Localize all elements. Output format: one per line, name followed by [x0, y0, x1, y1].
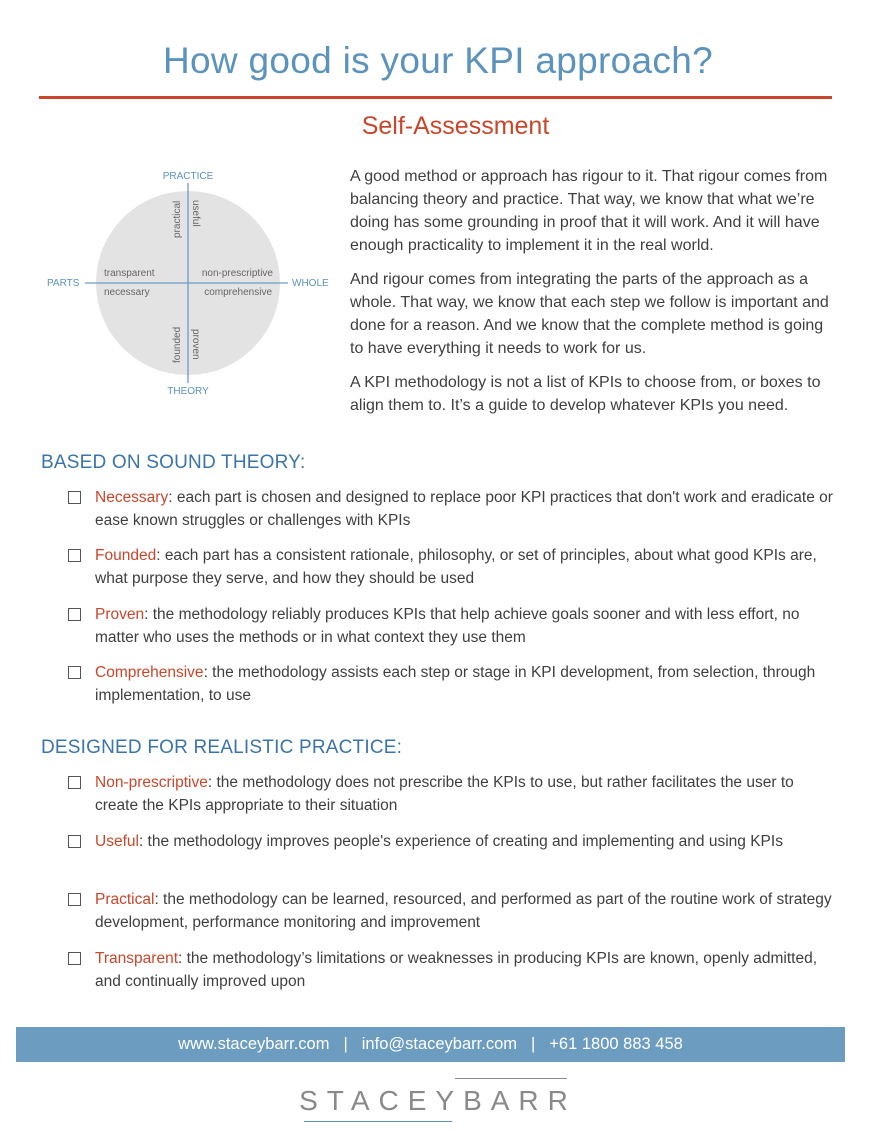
title-divider [39, 96, 832, 99]
rigour-quadrant-diagram [40, 165, 340, 400]
section-heading-practice: DESIGNED FOR REALISTIC PRACTICE: [41, 737, 403, 758]
contact-bar [16, 1027, 845, 1062]
axis-label-practice: PRACTICE [162, 171, 214, 182]
axis-label-theory: THEORY [167, 386, 209, 397]
item-term: Founded [95, 547, 157, 564]
item-term: Necessary [95, 489, 169, 506]
item-description: : each part has a consistent rationale, philosophy, or set of principles, about what good KPIs are, what purpose they serve, and how they should be used [95, 547, 817, 587]
website-link[interactable]: www.staceybarr.com [178, 1035, 330, 1053]
checkbox[interactable] [68, 549, 81, 562]
checkbox[interactable] [68, 666, 81, 679]
separator: | [343, 1035, 348, 1053]
item-description: : the methodology’s limitations or weaknesses in producing KPIs are known, openly admitted, and continually improved upon [95, 950, 818, 990]
item-term: Non-prescriptive [95, 774, 208, 791]
axis-label-parts: PARTS [47, 278, 80, 289]
checkbox[interactable] [68, 835, 81, 848]
quadrant-label-useful: useful [190, 200, 201, 227]
checkbox[interactable] [68, 491, 81, 504]
item-term: Practical [95, 891, 155, 908]
page-title: How good is your KPI approach? [163, 40, 713, 81]
item-description: : each part is chosen and designed to replace poor KPI practices that don't work and eradicate or ease known struggles or challenges with KPIs [95, 489, 833, 529]
brand-logo: STACEYBARR [299, 1085, 577, 1116]
quadrant-label-practical: practical [172, 200, 183, 238]
quadrant-label-non-prescriptive: non-prescriptive [201, 268, 273, 279]
item-term: Transparent [95, 950, 178, 967]
section-heading-theory: BASED ON SOUND THEORY: [41, 452, 306, 473]
quadrant-label-proven: proven [190, 329, 201, 360]
item-description: : the methodology can be learned, resourced, and performed as part of the routine work of strategy development, performance monitoring and improvement [95, 891, 832, 931]
item-description: : the methodology does not prescribe the KPIs to use, but rather facilitates the user to create the KPIs appropriate to their situation [95, 774, 794, 814]
phone-number: +61 1800 883 458 [549, 1035, 683, 1053]
item-term: Proven [95, 606, 145, 623]
quadrant-label-founded: founded [172, 326, 183, 363]
quadrant-label-transparent: transparent [104, 268, 155, 279]
item-description: : the methodology improves people's experience of creating and implementing and using KPIs [138, 833, 783, 850]
item-description: : the methodology reliably produces KPIs that help achieve goals sooner and with less effort, no matter who uses the methods or in what context they use them [95, 606, 800, 646]
intro-paragraph: And rigour comes from integrating the parts of the approach as a whole. That way, we know that each step we follow is important and done for a reason. And we know that the complete method is going to have everything it needs to work for us. [350, 271, 829, 357]
email-link[interactable]: info@staceybarr.com [361, 1035, 517, 1053]
quadrant-label-necessary: necessary [104, 287, 150, 298]
brand-rule-bottom [304, 1121, 452, 1122]
separator: | [531, 1035, 536, 1053]
brand-rule-top [455, 1078, 567, 1079]
quadrant-label-comprehensive: comprehensive [204, 287, 272, 298]
item-term: Useful [95, 833, 139, 850]
item-description: : the methodology assists each step or stage in KPI development, from selection, through implementation, to use [95, 664, 816, 704]
checkbox[interactable] [68, 952, 81, 965]
item-term: Comprehensive [95, 664, 204, 681]
axis-label-whole: WHOLE [292, 278, 329, 289]
checkbox[interactable] [68, 608, 81, 621]
intro-paragraph: A good method or approach has rigour to it. That rigour comes from balancing theory and practice. That way, we know that what we’re doing has some grounding in proof that it will work. And it will have enough practicality to implement it in the real world. [350, 168, 828, 254]
checkbox[interactable] [68, 893, 81, 906]
page-subtitle: Self-Assessment [361, 112, 550, 140]
intro-paragraph: A KPI methodology is not a list of KPIs to choose from, or boxes to align them to. It’s a guide to develop whatever KPIs you need. [350, 374, 821, 414]
intro-text [350, 165, 836, 428]
checkbox[interactable] [68, 776, 81, 789]
